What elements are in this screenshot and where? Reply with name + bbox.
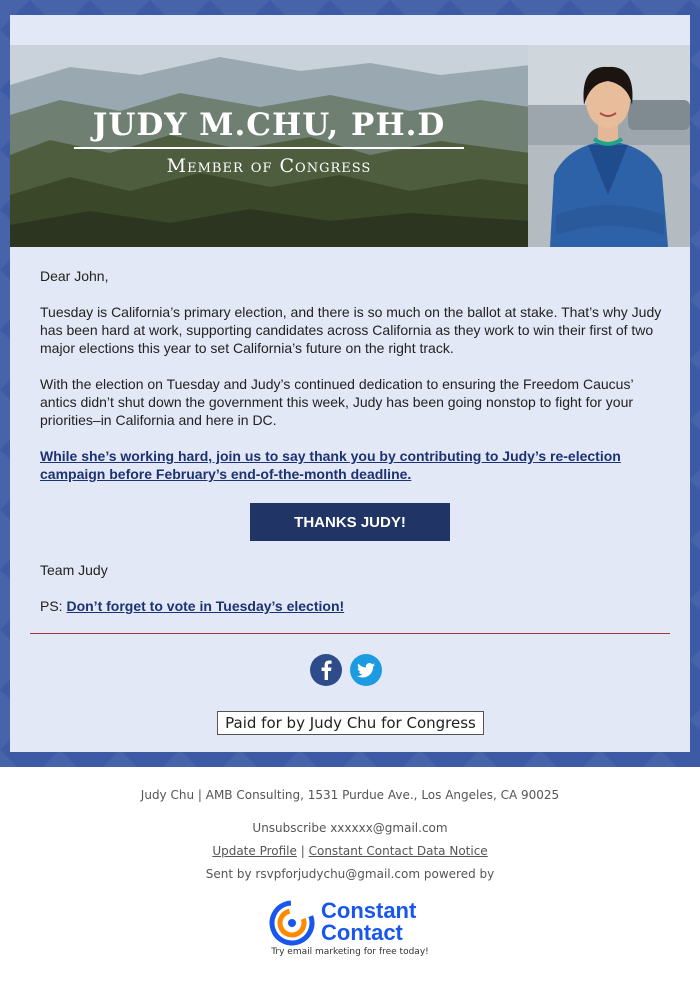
facebook-button[interactable]: [310, 654, 342, 686]
footer-separator: |: [300, 844, 305, 858]
signoff: Team Judy: [40, 562, 108, 578]
candidate-name: JUDY M.CHU, PH.D: [92, 107, 446, 143]
candidate-subtitle: Member of Congress: [166, 155, 372, 177]
update-profile-link[interactable]: Update Profile: [212, 844, 297, 858]
footer: [0, 767, 700, 982]
title-rule: [74, 147, 464, 149]
ps-prefix: PS:: [40, 598, 63, 614]
body-paragraph-2: With the election on Tuesday and Judy’s continued dedication to ensuring the Freedom Caucus’ antics didn’t shut down the government this week, Judy has been going nonstop to fight for your priorities–in California and here in DC.: [40, 376, 634, 428]
twitter-icon: [357, 663, 375, 678]
email-card: [10, 15, 690, 752]
paid-for-disclaimer: Paid for by Judy Chu for Congress: [217, 711, 484, 735]
candidate-photo: [528, 45, 690, 247]
candidate-portrait-image: [528, 45, 690, 247]
thanks-judy-button[interactable]: THANKS JUDY!: [250, 503, 450, 541]
body-paragraph-1: Tuesday is California’s primary election, and there is so much on the ballot at stake. That’s why Judy has been hard at work, supporting candidates across California as they work to win their first of two major elections this year to set California’s future on the right track.: [40, 304, 662, 356]
logo-line-1: Constant: [321, 898, 417, 923]
header-title-block: [74, 107, 464, 177]
divider: [30, 633, 670, 634]
logo-tagline: Try email marketing for free today!: [271, 947, 429, 957]
logo-line-2: Contact: [321, 920, 403, 945]
constant-contact-wordmark: [321, 900, 416, 944]
contribute-link[interactable]: While she’s working hard, join us to say thank you by contributing to Judy’s re-election campaign before February’s end-of-the-month deadline.: [40, 448, 621, 482]
data-notice-link[interactable]: Constant Contact Data Notice: [308, 844, 488, 858]
footer-links: [0, 844, 700, 858]
sent-by: Sent by rsvpforjudychu@gmail.com powered by: [205, 867, 495, 881]
greeting: Dear John,: [40, 268, 109, 284]
vote-link[interactable]: Don’t forget to vote in Tuesday’s election!: [66, 598, 345, 614]
twitter-button[interactable]: [350, 654, 382, 686]
unsubscribe-link[interactable]: Unsubscribe xxxxxx@gmail.com: [252, 821, 448, 835]
constant-contact-logo-icon: [269, 900, 315, 946]
footer-address: Judy Chu | AMB Consulting, 1531 Purdue Ave., Los Angeles, CA 90025: [140, 788, 560, 802]
facebook-icon: [319, 660, 333, 680]
constant-contact-logo[interactable]: [269, 898, 439, 950]
ps-line: [40, 597, 344, 615]
header-banner: [10, 45, 690, 247]
